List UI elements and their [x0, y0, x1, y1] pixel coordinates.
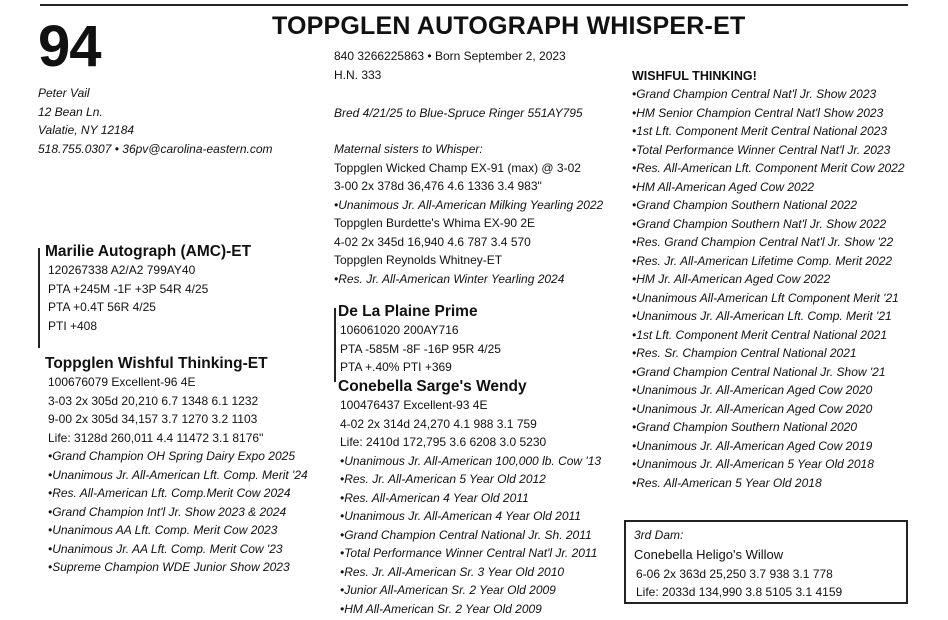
sire-line: 120267338 A2/A2 799AY40	[48, 263, 196, 277]
sire-name: Marilie Autograph (AMC)-ET	[45, 243, 252, 260]
wishful-award: •Grand Champion Central National Jr. Show '21	[632, 364, 886, 379]
maternal-sisters	[334, 140, 603, 288]
granddam-award: •Res. Jr. All-American 5 Year Old 2012	[340, 472, 546, 486]
bred-info: Bred 4/21/25 to Blue-Spruce Ringer 551AY795	[334, 106, 583, 120]
granddam-name: Conebella Sarge's Wendy	[338, 378, 527, 395]
maternal-line: Toppglen Burdette's Whima EX-90 2E	[334, 216, 536, 230]
sire-line: PTA +0.4T 56R 4/25	[48, 300, 156, 314]
wishful-award: •HM Senior Champion Central Nat'l Show 2023	[632, 105, 884, 120]
mgs-name: De La Plaine Prime	[338, 303, 478, 320]
sire-line: PTI +408	[48, 318, 98, 333]
wishful-heading: WISHFUL THINKING!	[632, 69, 757, 83]
dam-award: •Grand Champion Int'l Jr. Show 2023 & 2024	[48, 504, 287, 519]
granddam-award: •HM All-American Sr. 2 Year Old 2009	[340, 601, 542, 616]
wishful-award: •Grand Champion Southern National 2020	[632, 420, 858, 434]
wishful-award: •Unanimous All-American Lft Component Merit '21	[632, 290, 899, 305]
wishful-award: •Res. Jr. All-American Lifetime Comp. Merit 2022	[632, 253, 893, 268]
granddam-award: •Grand Champion Central National Jr. Sh. 2011	[340, 527, 592, 542]
maternal-line: Toppglen Reynolds Whitney-ET	[334, 253, 503, 267]
mgs-line: PTA -585M -8F -16P 95R 4/25	[340, 341, 501, 356]
granddam-award: •Res. All-American 4 Year Old 2011	[340, 490, 529, 505]
wishful-award: •Res. Sr. Champion Central National 2021	[632, 346, 857, 360]
dam-record: Life: 3128d 260,011 4.4 11472 3.1 8176"	[48, 430, 264, 445]
wishful-award: •Res. All-American Lft. Component Merit Cow 2022	[632, 161, 905, 175]
granddam-block	[338, 377, 601, 618]
wishful-award: •Grand Champion Southern National 2022	[632, 198, 858, 212]
dam-award: •Unanimous Jr. All-American Lft. Comp. Merit '24	[48, 467, 308, 482]
dam-award: •Unanimous AA Lft. Comp. Merit Cow 2023	[48, 523, 278, 537]
consignor-contact: 518.755.0307 • 36pv@carolina-eastern.com	[38, 141, 273, 156]
dam-award: •Supreme Champion WDE Junior Show 2023	[48, 560, 290, 574]
granddam-award: •Res. Jr. All-American Sr. 3 Year Old 2010	[340, 564, 565, 579]
wishful-award: •HM All-American Aged Cow 2022	[632, 179, 815, 194]
wishful-award: •1st Lft. Component Merit Central National 2023	[632, 124, 887, 138]
wishful-award: •Res. All-American 5 Year Old 2018	[632, 475, 822, 490]
wishful-award: •Grand Champion Southern Nat'l Jr. Show 2022	[632, 216, 887, 231]
consignor-name: Peter Vail	[38, 86, 90, 100]
consignor-address1: 12 Bean Ln.	[38, 104, 103, 119]
wishful-award: •Unanimous Jr. All-American Lft. Comp. Merit '21	[632, 309, 892, 323]
wishful-award: •Total Performance Winner Central Nat'l Jr. 2023	[632, 142, 891, 157]
maternal-heading: Maternal sisters to Whisper:	[334, 142, 483, 156]
wishful-award: •Unanimous Jr. All-American Aged Cow 2020	[632, 383, 873, 397]
granddam-award: •Unanimous Jr. All-American 100,000 lb. Cow '13	[340, 453, 602, 468]
third-dam-box	[624, 520, 908, 604]
granddam-record: Life: 2410d 172,795 3.6 6208 3.0 5230	[340, 435, 547, 449]
maternal-line: Toppglen Wicked Champ EX-91 (max) @ 3-02	[334, 160, 581, 175]
dam-block	[45, 354, 308, 577]
dam-record: 9-00 2x 305d 34,157 3.7 1270 3.2 1103	[48, 412, 258, 426]
maternal-line: •Unanimous Jr. All-American Milking Yearling 2022	[334, 197, 604, 212]
dam-name: Toppglen Wishful Thinking-ET	[45, 355, 268, 372]
wishful-award: •HM Jr. All-American Aged Cow 2022	[632, 272, 831, 286]
wishful-award: •Res. Grand Champion Central Nat'l Jr. Show '22	[632, 235, 894, 249]
animal-hn: H.N. 333	[334, 67, 382, 82]
third-dam-record: Life: 2033d 134,990 3.8 5105 3.1 4159	[636, 585, 843, 599]
granddam-award: •Total Performance Winner Central Nat'l Jr. 2011	[340, 546, 598, 560]
third-dam-name: Conebella Heligo's Willow	[634, 547, 784, 562]
dam-award: •Unanimous Jr. AA Lft. Comp. Merit Cow '23	[48, 541, 283, 556]
maternal-line: 4-02 2x 345d 16,940 4.6 787 3.4 570	[334, 234, 531, 249]
granddam-award: •Unanimous Jr. All-American 4 Year Old 2011	[340, 509, 581, 523]
granddam-reg-line: 100476437 Excellent-93 4E	[340, 398, 488, 412]
sire-line: PTA +245M -1F +3P 54R 4/25	[48, 281, 209, 296]
granddam-award: •Junior All-American Sr. 2 Year Old 2009	[340, 583, 556, 597]
mgs-line: PTA +.40% PTI +369	[340, 360, 452, 374]
mgs-line: 106061020 200AY716	[340, 323, 459, 337]
sire-block	[45, 242, 251, 335]
animal-info	[334, 47, 566, 84]
consignor-address2: Valatie, NY 12184	[38, 123, 135, 137]
dam-reg-line: 100676079 Excellent-96 4E	[48, 375, 196, 389]
dam-record: 3-03 2x 305d 20,210 6.7 1348 6.1 1232	[48, 393, 259, 408]
dam-award: •Res. All-American Lft. Comp.Merit Cow 2024	[48, 486, 291, 500]
wishful-award: •Unanimous Jr. All-American Aged Cow 2020	[632, 401, 873, 416]
top-rule	[40, 4, 908, 6]
third-dam-heading: 3rd Dam:	[634, 528, 684, 542]
wishful-block	[632, 67, 905, 492]
sire-rule	[38, 248, 40, 348]
maternal-line: 3-00 2x 378d 36,476 4.6 1336 3.4 983"	[334, 179, 542, 193]
dam-award: •Grand Champion OH Spring Dairy Expo 2025	[48, 449, 295, 463]
maternal-line: •Res. Jr. All-American Winter Yearling 2024	[334, 271, 565, 286]
consignor-block	[38, 84, 273, 158]
wishful-award: •Unanimous Jr. All-American Aged Cow 2019	[632, 438, 873, 453]
lot-number: 94	[38, 14, 101, 79]
wishful-award: •Grand Champion Central Nat'l Jr. Show 2023	[632, 87, 877, 101]
page-title: TOPPGLEN AUTOGRAPH WHISPER-ET	[272, 12, 746, 40]
wishful-award: •Unanimous Jr. All-American 5 Year Old 2018	[632, 457, 874, 471]
mgs-rule	[334, 308, 336, 382]
mgs-block	[338, 302, 501, 377]
animal-id-line: 840 3266225863 • Born September 2, 2023	[334, 49, 566, 63]
granddam-record: 4-02 2x 314d 24,270 4.1 988 3.1 759	[340, 416, 537, 431]
third-dam-record: 6-06 2x 363d 25,250 3.7 938 3.1 778	[636, 567, 833, 581]
wishful-award: •1st Lft. Component Merit Central National 2021	[632, 327, 887, 342]
